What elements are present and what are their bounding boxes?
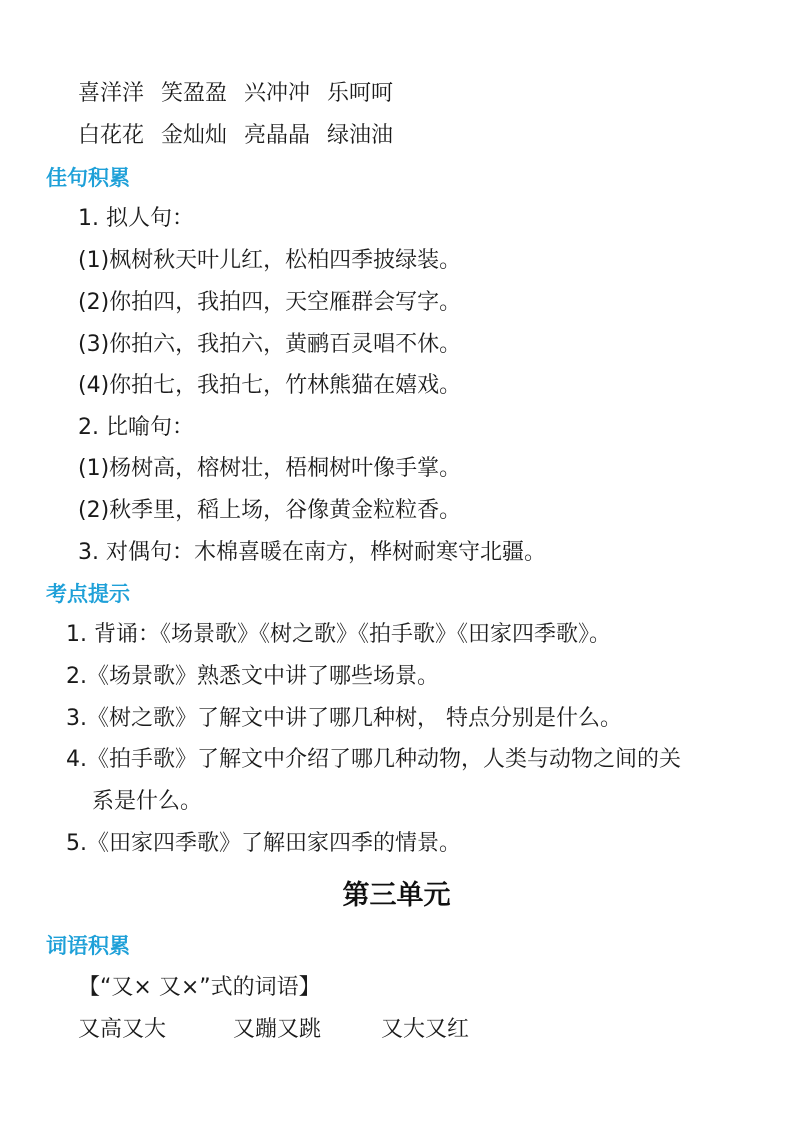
sentence-line: (2)秋季里，稻上场，谷像黄金粒粒香。 [78, 498, 462, 523]
sentence-line: (1)枫树秋天叶儿红，松柏四季披绿装。 [78, 248, 462, 273]
sentence-line: (2)你拍四，我拍四，天空雁群会写字。 [78, 290, 462, 315]
exam-point-item: 1. 背诵：《场景歌》《树之歌》《拍手歌》《田家四季歌》。 [66, 622, 611, 647]
word-row-2 [78, 121, 393, 151]
word: 绿油油 [327, 123, 394, 148]
vocabulary-subheading: 【“又× 又×”式的词语】 [78, 975, 321, 1000]
word: 金灿灿 [161, 123, 228, 148]
word: 又大又红 [381, 1017, 470, 1042]
sentence-line: (4)你拍七，我拍七，竹林熊猫在嬉戏。 [78, 373, 462, 398]
vocabulary-word-row [78, 1015, 469, 1045]
exam-point-item: 5.《田家四季歌》了解田家四季的情景。 [66, 831, 461, 856]
section-heading-vocabulary: 词语积累 [46, 934, 130, 958]
section-heading-exam-points: 考点提示 [46, 582, 130, 606]
word: 白花花 [78, 123, 145, 148]
sentence-line: 3. 对偶句：木棉喜暖在南方，桦树耐寒守北疆。 [78, 540, 546, 565]
exam-point-item: 4.《拍手歌》了解文中介绍了哪几种动物，人类与动物之间的关 [66, 747, 681, 772]
exam-point-item-continued: 系是什么。 [92, 789, 203, 814]
unit-title: 第三单元 [342, 880, 451, 911]
exam-point-item: 2.《场景歌》熟悉文中讲了哪些场景。 [66, 664, 439, 689]
word: 亮晶晶 [244, 123, 311, 148]
word: 又高又大 [78, 1017, 167, 1042]
word: 又蹦又跳 [233, 1017, 322, 1042]
exam-point-item: 3.《树之歌》了解文中讲了哪几种树， 特点分别是什么。 [66, 706, 622, 731]
word: 笑盈盈 [161, 81, 228, 106]
word: 喜洋洋 [78, 81, 145, 106]
sentence-line: 1. 拟人句： [78, 206, 194, 231]
section-heading-sentences: 佳句积累 [46, 166, 130, 190]
word-row-1 [78, 79, 393, 109]
sentence-line: (3)你拍六，我拍六，黄鹂百灵唱不休。 [78, 332, 462, 357]
sentence-line: (1)杨树高，榕树壮，梧桐树叶像手掌。 [78, 456, 462, 481]
sentence-line: 2. 比喻句： [78, 415, 194, 440]
word: 兴冲冲 [244, 81, 311, 106]
word: 乐呵呵 [327, 81, 394, 106]
